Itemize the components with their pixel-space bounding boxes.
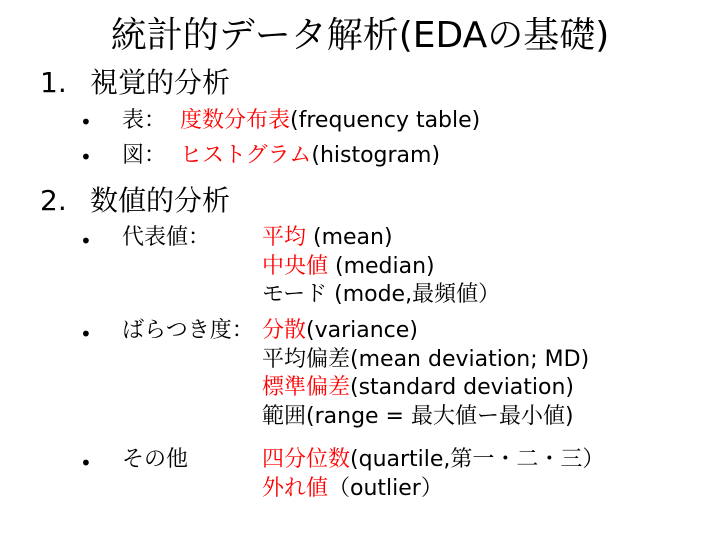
item-detail: (range = 最大値ー最小値) xyxy=(306,403,574,429)
group-label-representative: 代表値： xyxy=(122,225,211,250)
list-item-mean-deviation xyxy=(262,346,589,375)
item-detail: (variance) xyxy=(306,318,418,343)
item-term: 中央値 xyxy=(262,253,329,279)
item-detail: (mean) xyxy=(306,225,393,250)
section-heading-numeric xyxy=(40,184,230,218)
list-item-mean xyxy=(262,224,500,253)
item-label: 表： xyxy=(122,108,167,133)
item-detail: (quartile,第一・二・三） xyxy=(350,447,605,472)
list-item-figure xyxy=(122,142,440,170)
bullet-dot: • xyxy=(80,451,92,475)
item-detail: (frequency table) xyxy=(290,108,481,133)
item-term: ヒストグラム xyxy=(180,143,312,168)
bullet-dot: • xyxy=(80,145,92,169)
section-heading-visual xyxy=(40,66,230,100)
item-detail: (histogram) xyxy=(311,143,441,168)
list-item-median xyxy=(262,253,500,282)
item-term: 分散 xyxy=(262,318,307,343)
item-term: モード xyxy=(262,282,328,307)
item-term: 平均 xyxy=(262,225,307,250)
group-lines-dispersion xyxy=(262,317,589,431)
group-lines-representative xyxy=(262,224,500,310)
list-item-range xyxy=(262,403,589,432)
bullet-dot: • xyxy=(80,322,92,346)
section-number: 2. xyxy=(40,184,67,217)
item-term: 度数分布表 xyxy=(180,108,291,133)
list-item-standard-deviation xyxy=(262,374,589,403)
group-label-other: その他 xyxy=(122,447,189,472)
item-term: 平均偏差 xyxy=(262,346,351,372)
group-lines-other xyxy=(262,446,604,503)
item-detail: （outlier） xyxy=(328,475,443,501)
item-term: 外れ値 xyxy=(262,475,329,501)
list-item-mode xyxy=(262,281,500,310)
list-item-table xyxy=(122,107,480,135)
section-title: 視覚的分析 xyxy=(90,66,231,99)
item-detail: (standard deviation) xyxy=(350,375,575,400)
item-detail: (mode,最頻値） xyxy=(327,282,501,307)
bullet-dot: • xyxy=(80,110,92,134)
bullet-dot: • xyxy=(80,229,92,253)
slide-title: 統計的データ解析(EDAの基礎) xyxy=(110,15,610,56)
section-number: 1. xyxy=(40,66,67,99)
item-detail: (mean deviation; MD) xyxy=(350,346,590,372)
item-label: 図： xyxy=(122,143,167,168)
section-title: 数値的分析 xyxy=(90,184,231,217)
list-item-variance xyxy=(262,317,589,346)
item-term: 標準偏差 xyxy=(262,375,351,400)
item-term: 四分位数 xyxy=(262,447,351,472)
item-detail: (median) xyxy=(328,253,435,279)
group-label-dispersion: ばらつき度： xyxy=(122,318,254,343)
list-item-outlier xyxy=(262,475,604,504)
list-item-quartile xyxy=(262,446,604,475)
item-term: 範囲 xyxy=(262,403,307,429)
